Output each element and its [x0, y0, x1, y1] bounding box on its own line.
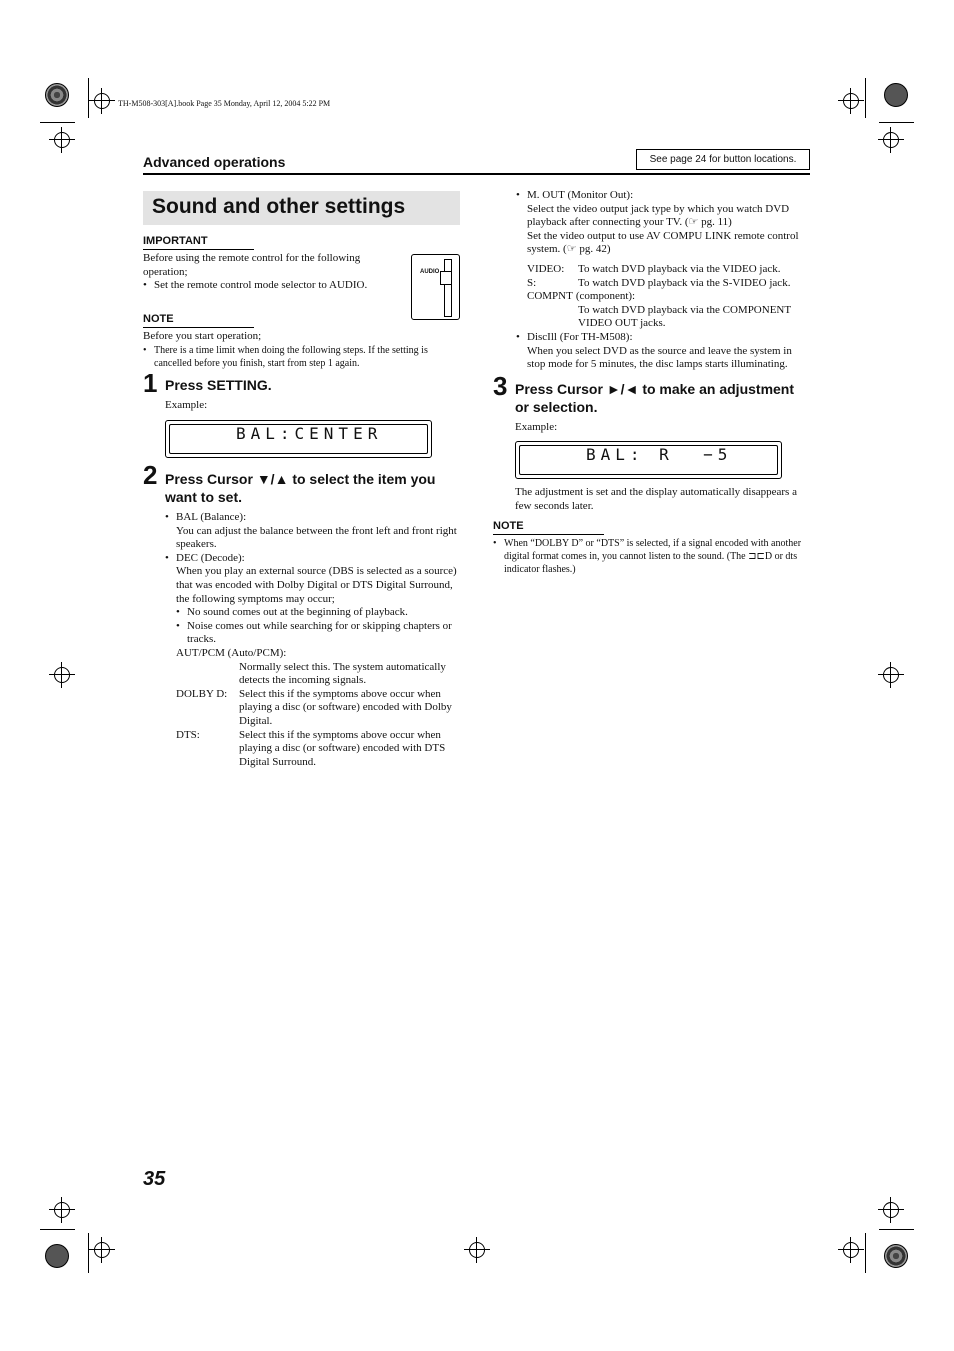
important-text [143, 252, 393, 293]
registration-cross-icon [94, 93, 110, 109]
option-desc: Select this if the symptoms above occur when playing a disc (or software) encoded with DTS Digital Surround. [239, 728, 446, 768]
option-term: COMPNT [527, 290, 573, 303]
important-line: Before using the remote control for the following operation; [143, 252, 361, 278]
header-rule [143, 173, 810, 175]
registration-cross-icon [54, 667, 70, 683]
option-desc: (component): [575, 290, 636, 303]
note-label: NOTE [143, 313, 174, 325]
registration-disc-icon [884, 83, 908, 107]
important-bullet: • Set the remote control mode selector to AUDIO. [143, 279, 393, 293]
step-heading: Press Cursor ►/◄ to make an adjustment or selection. [515, 381, 795, 415]
option-desc: To watch DVD playback via the VIDEO jack. [578, 262, 781, 275]
option-term: AUT/PCM (Auto/PCM): [176, 646, 287, 659]
registration-disc-icon [884, 1244, 908, 1268]
list-item-desc: You can adjust the balance between the front left and front right speakers. [176, 524, 457, 551]
step-number: 3 [493, 371, 508, 401]
display-example [165, 420, 432, 458]
note-bullet: • There is a time limit when doing the following steps. If the setting is cancelled before you finish, start from step 1 again. [143, 344, 460, 370]
step3-after-text: The adjustment is set and the display automatically disappears a few seconds later. [515, 486, 797, 512]
option-term: VIDEO: [527, 262, 565, 275]
step-heading: Press SETTING. [165, 377, 272, 393]
note-bullet: • When “DOLBY D” or “DTS” is selected, if a signal encoded with another digital format comes in, you cannot listen to the sound. (The ⊐⊏D or dts indicator flashes.) [493, 537, 810, 576]
note-text [493, 537, 810, 576]
selector-label: AUDIO [420, 269, 440, 275]
option-desc: Select this if the symptoms above occur when playing a disc (or software) encoded with Dolby Digital. [239, 687, 452, 727]
registration-cross-icon [54, 132, 70, 148]
option-term [527, 304, 578, 331]
book-info: TH-M508-303[A].book Page 35 Monday, April 12, 2004 5:22 PM [118, 99, 331, 108]
selector-knob [440, 271, 452, 285]
option-term: DOLBY D: [176, 687, 228, 700]
registration-cross-icon [883, 667, 899, 683]
display-text: BAL: R −5 [586, 445, 733, 464]
registration-cross-icon [843, 1242, 859, 1258]
remote-mode-selector-illustration [411, 254, 460, 320]
note-line: Before you start operation; [143, 330, 262, 342]
list-item-desc: Select the video output jack type by which you watch DVD playback after connecting your TV. (☞ pg. 11) [527, 202, 790, 229]
registration-cross-icon [469, 1242, 485, 1258]
selector-slot [444, 259, 452, 317]
important-rule [143, 249, 254, 250]
option-term: S: [527, 276, 537, 289]
section-title: Advanced operations [143, 154, 286, 170]
display-text: BAL:CENTER [236, 424, 383, 443]
registration-disc-icon [45, 1244, 69, 1268]
note-rule [143, 327, 254, 328]
note-text [143, 330, 460, 370]
sub-bullet: • Noise comes out while searching for or skipping chapters or tracks. [176, 620, 461, 647]
step-number: 1 [143, 368, 158, 398]
list-item: • BAL (Balance): [165, 511, 461, 525]
registration-cross-icon [843, 93, 859, 109]
list-item-desc: Set the video output to use AV COMPU LINK remote control system. (☞ pg. 42) [527, 229, 799, 256]
list-item-desc: When you select DVD as the source and leave the system in stop mode for 5 minutes, the disc lamps starts illuminating. [527, 344, 792, 371]
registration-cross-icon [883, 1202, 899, 1218]
list-item-desc: When you play an external source (DBS is selected as a source) that was encoded with Dolby Digital or DTS Digital Surround, the following symptoms may occur; [176, 565, 457, 605]
important-label: IMPORTANT [143, 235, 208, 247]
option-term: DTS: [176, 728, 200, 741]
option-desc: To watch DVD playback via the S-VIDEO jack. [578, 276, 791, 289]
registration-cross-icon [54, 1202, 70, 1218]
example-label: Example: [515, 421, 558, 433]
list-item: • DEC (Decode): [165, 552, 461, 566]
see-page-note: See page 24 for button locations. [636, 149, 810, 170]
display-example [515, 441, 782, 479]
list-item: • DiscIll (For TH-M508): [516, 331, 810, 345]
option-desc: To watch DVD playback via the COMPONENT VIDEO OUT jacks. [578, 303, 791, 330]
sub-bullet: • No sound comes out at the beginning of playback. [176, 606, 461, 620]
note-rule [493, 534, 604, 535]
option-desc: Normally select this. The system automatically detects the incoming signals. [239, 660, 446, 687]
step-heading: Press Cursor ▼/▲ to select the item you want to set. [165, 471, 436, 505]
note-label: NOTE [493, 520, 524, 532]
list-item: • M. OUT (Monitor Out): [516, 189, 810, 203]
page-number: 35 [143, 1168, 166, 1190]
registration-disc-icon [45, 83, 69, 107]
registration-cross-icon [94, 1242, 110, 1258]
page-title: Sound and other settings [152, 195, 406, 218]
step-number: 2 [143, 460, 158, 490]
page-title-bar [143, 191, 460, 225]
registration-cross-icon [883, 132, 899, 148]
example-label: Example: [165, 399, 208, 411]
step2-items [165, 511, 461, 769]
right-column-items [516, 189, 810, 372]
